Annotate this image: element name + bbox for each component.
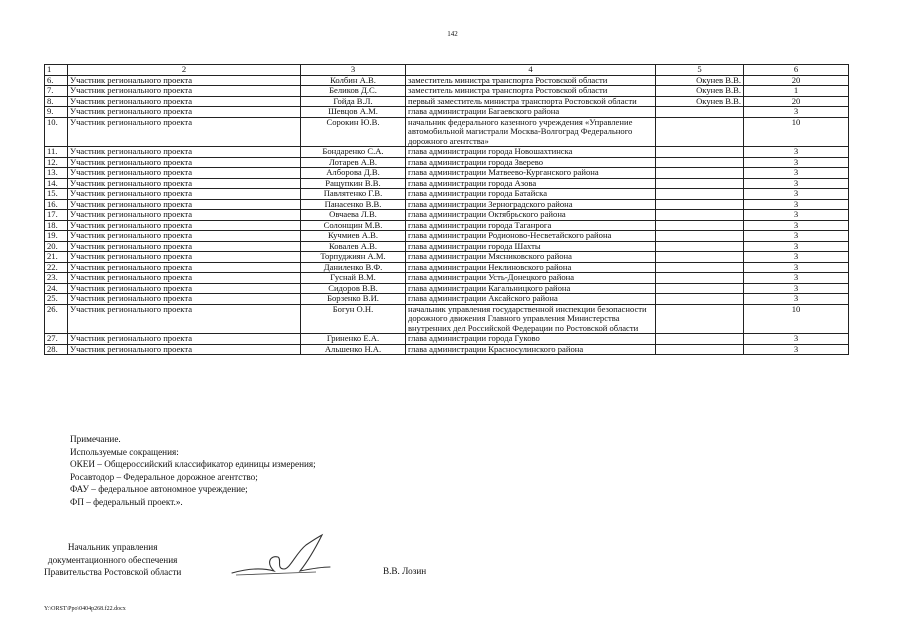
row-share: 3 bbox=[744, 273, 849, 284]
row-position: глава администрации города Азова bbox=[406, 178, 656, 189]
row-number: 23. bbox=[45, 273, 68, 284]
table-row bbox=[45, 75, 849, 86]
signatory-name: В.В. Лозин bbox=[383, 566, 427, 576]
row-supervisor bbox=[656, 334, 744, 345]
table-row bbox=[45, 147, 849, 158]
row-role: Участник регионального проекта bbox=[68, 178, 301, 189]
row-share: 3 bbox=[744, 157, 849, 168]
row-number: 16. bbox=[45, 199, 68, 210]
row-role: Участник регионального проекта bbox=[68, 304, 301, 334]
row-role: Участник регионального проекта bbox=[68, 241, 301, 252]
row-role: Участник регионального проекта bbox=[68, 273, 301, 284]
row-person-name: Алборова Д.В. bbox=[301, 168, 406, 179]
row-position: глава администрации Красносулинского района bbox=[406, 344, 656, 355]
notes-block bbox=[70, 433, 316, 509]
table-row bbox=[45, 168, 849, 179]
row-role: Участник регионального проекта bbox=[68, 210, 301, 221]
row-supervisor bbox=[656, 178, 744, 189]
row-role: Участник регионального проекта bbox=[68, 107, 301, 118]
row-share: 10 bbox=[744, 304, 849, 334]
row-person-name: Беликов Д.С. bbox=[301, 86, 406, 97]
table-row bbox=[45, 304, 849, 334]
row-position: глава администрации города Шахты bbox=[406, 241, 656, 252]
row-role: Участник регионального проекта bbox=[68, 220, 301, 231]
row-role: Участник регионального проекта bbox=[68, 262, 301, 273]
notes-line: Росавтодор – Федеральное дорожное агентство; bbox=[70, 471, 258, 482]
row-number: 13. bbox=[45, 168, 68, 179]
row-role: Участник регионального проекта bbox=[68, 294, 301, 305]
row-share: 3 bbox=[744, 294, 849, 305]
row-number: 17. bbox=[45, 210, 68, 221]
row-share: 3 bbox=[744, 147, 849, 158]
row-supervisor bbox=[656, 344, 744, 355]
row-role: Участник регионального проекта bbox=[68, 75, 301, 86]
row-supervisor bbox=[656, 304, 744, 334]
table-row bbox=[45, 210, 849, 221]
signatory-title-line: Правительства Ростовской области bbox=[44, 567, 182, 578]
row-role: Участник регионального проекта bbox=[68, 252, 301, 263]
table-row bbox=[45, 96, 849, 107]
row-person-name: Сидоров В.В. bbox=[301, 283, 406, 294]
notes-line: Используемые сокращения: bbox=[70, 446, 179, 457]
notes-line: ФАУ – федеральное автономное учреждение; bbox=[70, 484, 248, 495]
notes-line: ОКЕИ – Общероссийский классификатор единицы измерения; bbox=[70, 459, 316, 470]
row-person-name: Шевцов А.М. bbox=[301, 107, 406, 118]
row-position: заместитель министра транспорта Ростовской области bbox=[406, 75, 656, 86]
row-person-name: Сорокин Ю.В. bbox=[301, 117, 406, 147]
row-position: глава администрации города Гуково bbox=[406, 334, 656, 345]
row-share: 3 bbox=[744, 210, 849, 221]
row-person-name: Гриненко Е.А. bbox=[301, 334, 406, 345]
row-position: глава администрации Зерноградского района bbox=[406, 199, 656, 210]
row-position: глава администрации Родионово-Несветайского района bbox=[406, 231, 656, 242]
row-supervisor bbox=[656, 117, 744, 147]
row-share: 3 bbox=[744, 334, 849, 345]
handwritten-signature bbox=[226, 533, 336, 585]
row-person-name: Борзенко В.И. bbox=[301, 294, 406, 305]
row-share: 3 bbox=[744, 252, 849, 263]
row-supervisor bbox=[656, 294, 744, 305]
row-role: Участник регионального проекта bbox=[68, 117, 301, 147]
table-row bbox=[45, 344, 849, 355]
row-share: 3 bbox=[744, 241, 849, 252]
row-person-name: Даниленко В.Ф. bbox=[301, 262, 406, 273]
row-number: 10. bbox=[45, 117, 68, 147]
row-supervisor bbox=[656, 210, 744, 221]
row-supervisor bbox=[656, 189, 744, 200]
row-position: глава администрации города Зверево bbox=[406, 157, 656, 168]
table-row bbox=[45, 273, 849, 284]
notes-title: Примечание. bbox=[70, 434, 121, 444]
row-position: глава администрации Кагальницкого района bbox=[406, 283, 656, 294]
table-row bbox=[45, 189, 849, 200]
row-supervisor bbox=[656, 252, 744, 263]
row-share: 20 bbox=[744, 96, 849, 107]
column-header: 3 bbox=[301, 65, 406, 76]
row-role: Участник регионального проекта bbox=[68, 157, 301, 168]
row-position: глава администрации Усть-Донецкого района bbox=[406, 273, 656, 284]
row-share: 10 bbox=[744, 117, 849, 147]
table-row bbox=[45, 252, 849, 263]
row-share: 3 bbox=[744, 262, 849, 273]
participants-table bbox=[44, 64, 849, 355]
row-number: 18. bbox=[45, 220, 68, 231]
row-number: 24. bbox=[45, 283, 68, 294]
column-header: 2 bbox=[68, 65, 301, 76]
row-number: 9. bbox=[45, 107, 68, 118]
row-supervisor bbox=[656, 231, 744, 242]
row-number: 25. bbox=[45, 294, 68, 305]
row-number: 12. bbox=[45, 157, 68, 168]
row-person-name: Ковалев А.В. bbox=[301, 241, 406, 252]
row-supervisor: Окунев В.В. bbox=[656, 75, 744, 86]
row-person-name: Торпуджиян А.М. bbox=[301, 252, 406, 263]
row-number: 27. bbox=[45, 334, 68, 345]
row-person-name: Гойда В.Л. bbox=[301, 96, 406, 107]
column-header: 1 bbox=[45, 65, 68, 76]
row-position: глава администрации Мясниковского района bbox=[406, 252, 656, 263]
row-number: 21. bbox=[45, 252, 68, 263]
row-share: 3 bbox=[744, 178, 849, 189]
row-number: 28. bbox=[45, 344, 68, 355]
signatory-title bbox=[44, 541, 181, 579]
row-supervisor bbox=[656, 273, 744, 284]
row-supervisor bbox=[656, 157, 744, 168]
row-position: глава администрации Неклиновского района bbox=[406, 262, 656, 273]
row-role: Участник регионального проекта bbox=[68, 283, 301, 294]
row-person-name: Богун О.Н. bbox=[301, 304, 406, 334]
row-share: 20 bbox=[744, 75, 849, 86]
row-share: 3 bbox=[744, 189, 849, 200]
row-number: 14. bbox=[45, 178, 68, 189]
row-supervisor bbox=[656, 147, 744, 158]
column-header: 6 bbox=[744, 65, 849, 76]
row-role: Участник регионального проекта bbox=[68, 168, 301, 179]
table-row bbox=[45, 86, 849, 97]
row-supervisor bbox=[656, 283, 744, 294]
row-role: Участник регионального проекта bbox=[68, 334, 301, 345]
row-person-name: Кучмиев А.В. bbox=[301, 231, 406, 242]
row-position: глава администрации города Новошахтинска bbox=[406, 147, 656, 158]
row-number: 19. bbox=[45, 231, 68, 242]
row-share: 3 bbox=[744, 220, 849, 231]
row-role: Участник регионального проекта bbox=[68, 231, 301, 242]
row-person-name: Гуснай В.М. bbox=[301, 273, 406, 284]
signatory-title-line: Начальник управления bbox=[67, 542, 158, 552]
row-position: глава администрации Багаевского района bbox=[406, 107, 656, 118]
column-header: 5 bbox=[656, 65, 744, 76]
row-person-name: Бондаренко С.А. bbox=[301, 147, 406, 158]
row-position: глава администрации Аксайского района bbox=[406, 294, 656, 305]
column-header: 4 bbox=[406, 65, 656, 76]
row-supervisor: Окунев В.В. bbox=[656, 86, 744, 97]
table-row bbox=[45, 283, 849, 294]
signatory-title-line: документационного обеспечения bbox=[47, 554, 178, 565]
row-position: глава администрации Октябрьского района bbox=[406, 210, 656, 221]
table-row bbox=[45, 220, 849, 231]
row-role: Участник регионального проекта bbox=[68, 199, 301, 210]
row-person-name: Лотарев А.В. bbox=[301, 157, 406, 168]
table-row bbox=[45, 231, 849, 242]
row-supervisor: Окунев В.В. bbox=[656, 96, 744, 107]
row-role: Участник регионального проекта bbox=[68, 147, 301, 158]
row-position: начальник управления государственной инспекции безопасности дорожного движения Главного управления Министерства внутренних дел Российской Федерации по Ростовской области bbox=[406, 304, 656, 334]
row-share: 3 bbox=[744, 344, 849, 355]
row-role: Участник регионального проекта bbox=[68, 344, 301, 355]
table-row bbox=[45, 199, 849, 210]
row-share: 1 bbox=[744, 86, 849, 97]
notes-line: ФП – федеральный проект.». bbox=[70, 496, 183, 507]
row-number: 6. bbox=[45, 75, 68, 86]
row-position: глава администрации города Таганрога bbox=[406, 220, 656, 231]
row-supervisor bbox=[656, 199, 744, 210]
row-role: Участник регионального проекта bbox=[68, 189, 301, 200]
row-role: Участник регионального проекта bbox=[68, 86, 301, 97]
table-header-row bbox=[45, 65, 849, 76]
row-person-name: Ращупкин В.В. bbox=[301, 178, 406, 189]
table-row bbox=[45, 117, 849, 147]
row-share: 3 bbox=[744, 107, 849, 118]
row-supervisor bbox=[656, 168, 744, 179]
table-row bbox=[45, 107, 849, 118]
row-position: первый заместитель министра транспорта Ростовской области bbox=[406, 96, 656, 107]
participants-table-body bbox=[45, 65, 849, 355]
table-row bbox=[45, 157, 849, 168]
table-row bbox=[45, 262, 849, 273]
row-share: 3 bbox=[744, 168, 849, 179]
row-supervisor bbox=[656, 107, 744, 118]
row-share: 3 bbox=[744, 231, 849, 242]
row-person-name: Колбин А.В. bbox=[301, 75, 406, 86]
row-number: 8. bbox=[45, 96, 68, 107]
table-row bbox=[45, 241, 849, 252]
row-number: 15. bbox=[45, 189, 68, 200]
row-number: 7. bbox=[45, 86, 68, 97]
row-person-name: Солонщин М.В. bbox=[301, 220, 406, 231]
row-number: 20. bbox=[45, 241, 68, 252]
row-position: глава администрации Матвеево-Курганского района bbox=[406, 168, 656, 179]
row-supervisor bbox=[656, 220, 744, 231]
row-share: 3 bbox=[744, 199, 849, 210]
row-person-name: Овчаева Л.В. bbox=[301, 210, 406, 221]
row-share: 3 bbox=[744, 283, 849, 294]
table-row bbox=[45, 178, 849, 189]
row-position: начальник федерального казенного учреждения «Управление автомобильной магистрали Москва-Волгоград Федерального дорожного агентства» bbox=[406, 117, 656, 147]
file-path: Y:\ORST\Ppo\0404p268.f22.docx bbox=[44, 606, 126, 612]
row-number: 11. bbox=[45, 147, 68, 158]
page-number: 142 bbox=[447, 30, 458, 38]
row-person-name: Альшенко Н.А. bbox=[301, 344, 406, 355]
row-number: 22. bbox=[45, 262, 68, 273]
row-supervisor bbox=[656, 262, 744, 273]
table-row bbox=[45, 334, 849, 345]
row-supervisor bbox=[656, 241, 744, 252]
row-person-name: Панасенко В.В. bbox=[301, 199, 406, 210]
row-number: 26. bbox=[45, 304, 68, 334]
row-position: глава администрации города Батайска bbox=[406, 189, 656, 200]
row-role: Участник регионального проекта bbox=[68, 96, 301, 107]
table-row bbox=[45, 294, 849, 305]
row-position: заместитель министра транспорта Ростовской области bbox=[406, 86, 656, 97]
row-person-name: Павлятенко Г.В. bbox=[301, 189, 406, 200]
